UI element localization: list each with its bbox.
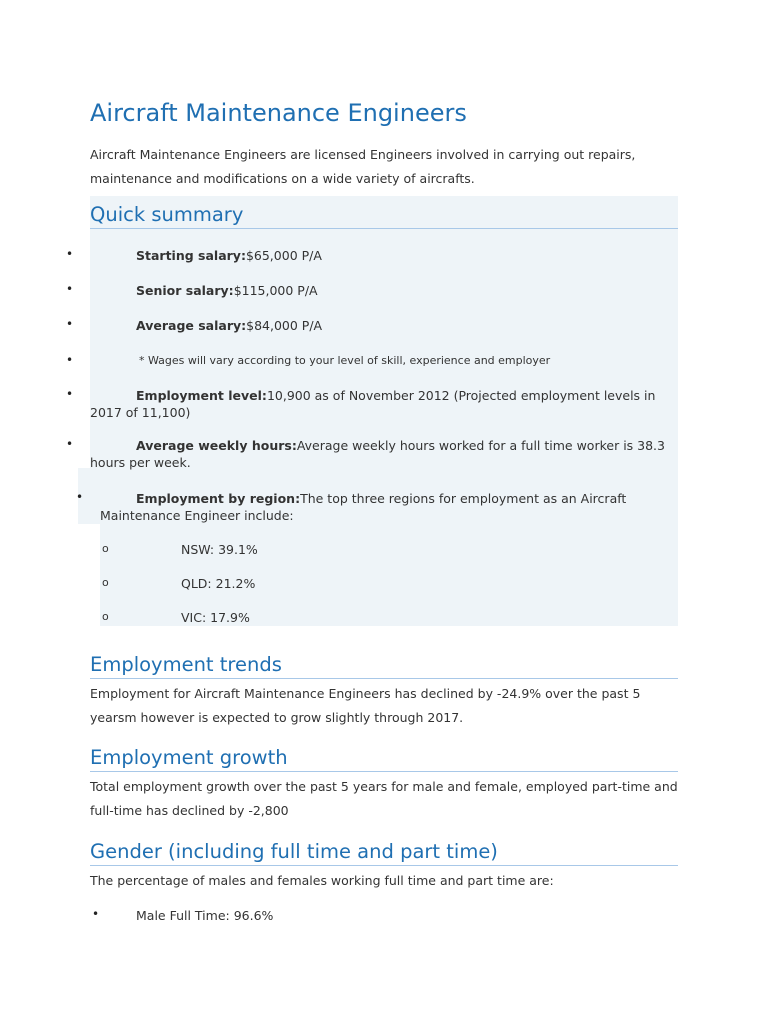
average-salary-value: $84,000 P/A [246,318,323,333]
bullet-icon: • [66,247,74,261]
starting-salary-item [136,247,322,264]
gender-heading: Gender (including full time and part time) [90,840,678,866]
employment-trends-heading: Employment trends [90,653,678,679]
employment-level-label: Employment level: [136,388,267,403]
weekly-hours-label: Average weekly hours: [136,438,297,453]
employment-trends-text: Employment for Aircraft Maintenance Engineers has declined by -24.9% over the past 5 yearsm however is expected to grow slightly through 2017. [90,686,641,725]
bullet-icon: • [66,387,74,401]
wages-note: * Wages will vary according to your level of skill, experience and employer [139,354,551,367]
employment-level-item [136,387,655,404]
quick-summary-heading: Quick summary [90,203,678,229]
employment-level-continued: 2017 of 11,100) [90,405,191,420]
region-qld: QLD: 21.2% [181,576,256,591]
starting-salary-label: Starting salary: [136,248,246,263]
weekly-hours-continued: hours per week. [90,455,191,470]
employment-growth-heading: Employment growth [90,746,678,772]
bullet-icon: • [66,353,74,367]
intro-paragraph: Aircraft Maintenance Engineers are licensed Engineers involved in carrying out repairs, maintenance and modifications on a wide variety of aircrafts. [90,147,636,186]
sub-bullet-icon: o [102,610,109,623]
page-title: Aircraft Maintenance Engineers [90,99,467,127]
employment-region-value: The top three regions for employment as an Aircraft [300,491,627,506]
employment-region-label: Employment by region: [136,491,301,506]
sub-bullet-icon: o [102,542,109,555]
average-salary-item [136,317,322,334]
senior-salary-label: Senior salary: [136,283,234,298]
bullet-icon: • [92,907,100,921]
bullet-icon: • [66,317,74,331]
employment-growth-text: Total employment growth over the past 5 years for male and female, employed part-time and full-time has declined by -2,800 [90,779,678,818]
senior-salary-value: $115,000 P/A [233,283,318,298]
weekly-hours-value: Average weekly hours worked for a full time worker is 38.3 [296,438,665,453]
region-nsw: NSW: 39.1% [181,542,258,557]
sub-bullet-icon: o [102,576,109,589]
male-full-time-item: Male Full Time: 96.6% [136,908,274,923]
starting-salary-value: $65,000 P/A [245,248,322,263]
employment-region-item [136,490,626,507]
bullet-icon: • [66,282,74,296]
employment-region-continued: Maintenance Engineer include: [100,508,294,523]
average-salary-label: Average salary: [136,318,247,333]
senior-salary-item [136,282,318,299]
employment-level-value: 10,900 as of November 2012 (Projected employment levels in [266,388,656,403]
weekly-hours-item [136,437,665,454]
bullet-icon: • [76,490,84,504]
bullet-icon: • [66,437,74,451]
region-vic: VIC: 17.9% [181,610,250,625]
gender-text: The percentage of males and females working full time and part time are: [90,873,554,888]
